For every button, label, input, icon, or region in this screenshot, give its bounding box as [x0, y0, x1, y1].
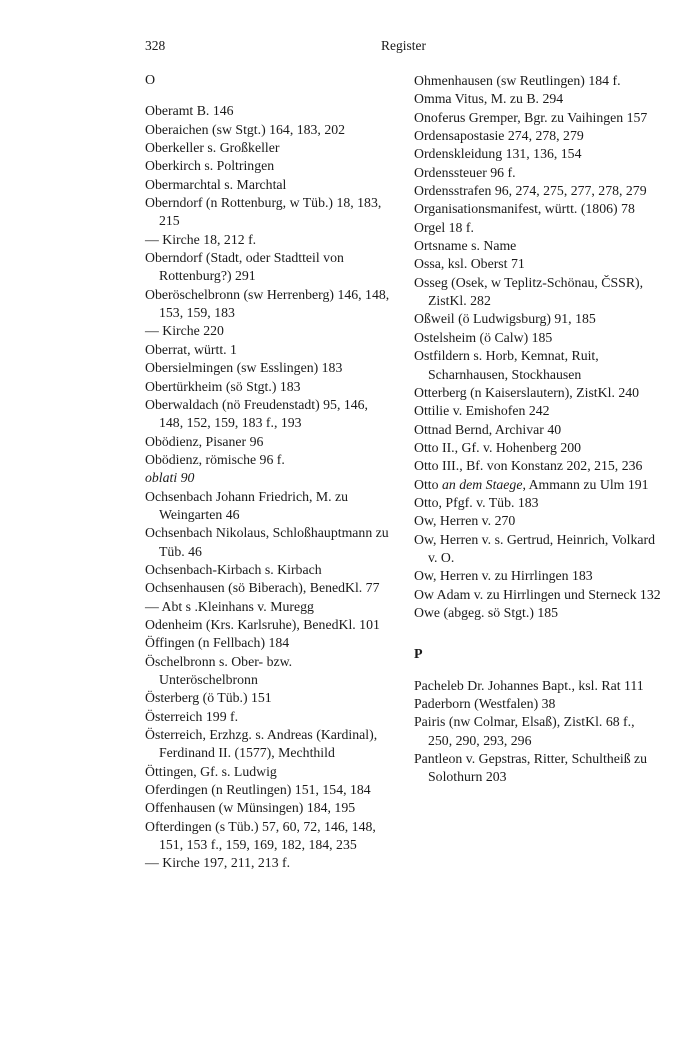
index-entry: Offenhausen (w Münsingen) 184, 195	[145, 800, 356, 816]
italic-term: an dem Staege	[441, 476, 523, 492]
italic-term: oblati 90	[145, 470, 195, 486]
index-entry: Obödienz, Pisaner 96	[145, 433, 264, 449]
index-entry: Öttingen, Gf. s. Ludwig	[145, 763, 277, 779]
left-column	[145, 72, 393, 873]
index-entry: Oberkirch s. Poltringen	[145, 158, 275, 174]
index-entry: Obertürkheim (sö Stgt.) 183	[145, 378, 301, 394]
index-entry: Oferdingen (n Reutlingen) 151, 154, 184	[145, 782, 371, 798]
index-entry: Ordenssteuer 96 f.	[414, 164, 516, 180]
section-letter-o: O	[145, 73, 156, 88]
index-entry: Ochsenbach-Kirbach s. Kirbach	[145, 561, 322, 577]
index-entry: Omma Vitus, M. zu B. 294	[414, 91, 564, 107]
index-entry: Ortsname s. Name	[414, 238, 517, 254]
index-entry: Ow, Herren v. zu Hirrlingen 183	[414, 568, 593, 584]
index-entry: Odenheim (Krs. Karlsruhe), BenedKl. 101	[145, 616, 380, 632]
index-entry: — Kirche 18, 212 f.	[145, 231, 257, 247]
index-entry: Österberg (ö Tüb.) 151	[145, 690, 272, 706]
index-entry: Ordenskleidung 131, 136, 154	[414, 146, 582, 162]
index-entry: Oberamt B. 146	[145, 103, 234, 119]
index-entry: Oberwaldach (nö Freudenstadt) 95, 146, 148, 152, 159, 183 f., 193	[145, 396, 368, 431]
index-entry: Oberöschelbronn (sw Herrenberg) 146, 148, 153, 159, 183	[145, 286, 390, 321]
index-entry: Orgel 18 f.	[414, 219, 474, 235]
index-entry: Obödienz, römische 96 f.	[145, 451, 285, 467]
page-number: 328	[145, 38, 166, 53]
right-column	[414, 72, 662, 787]
index-entry: Öschelbronn s. Ober- bzw. Unteröschelbronn	[145, 653, 293, 687]
index-entry: Pacheleb Dr. Johannes Bapt., ksl. Rat 111	[414, 677, 644, 693]
index-entry: Oberrat, württ. 1	[145, 341, 237, 357]
index-entry: Oberkeller s. Großkeller	[145, 140, 280, 156]
index-entry: Ochsenbach Johann Friedrich, M. zu Weingarten 46	[145, 488, 349, 522]
index-entry: Ochsenbach Nikolaus, Schloßhauptmann zu Tüb. 46	[145, 525, 389, 559]
index-entry: Otto, Pfgf. v. Tüb. 183	[414, 494, 539, 510]
index-entry: Ostfildern s. Horb, Kemnat, Ruit, Scharnhausen, Stockhausen	[414, 348, 599, 382]
index-entry: Owe (abgeg. sö Stgt.) 185	[414, 604, 559, 620]
index-entry: Paderborn (Westfalen) 38	[414, 696, 556, 711]
index-entry: Otto II., Gf. v. Hohenberg 200	[414, 439, 582, 455]
index-entry: Ow, Herren v. 270	[414, 513, 516, 529]
index-entry: Pantleon v. Gepstras, Ritter, Schultheiß zu Solothurn 203	[414, 751, 648, 785]
index-entry: Ottilie v. Emishofen 242	[414, 403, 550, 419]
index-entry: — Kirche 220	[145, 323, 224, 339]
index-entry: Oberaichen (sw Stgt.) 164, 183, 202	[145, 121, 346, 137]
index-entry: Ofterdingen (s Tüb.) 57, 60, 72, 146, 148, 151, 153 f., 159, 169, 182, 184, 235	[145, 818, 376, 853]
section-letter-p: P	[414, 647, 423, 663]
index-entry: Oßweil (ö Ludwigsburg) 91, 185	[414, 311, 596, 327]
index-entry: Ordensstrafen 96, 274, 275, 277, 278, 279	[414, 183, 647, 199]
index-entry: Oberndorf (Stadt, oder Stadtteil von Rottenburg?) 291	[145, 250, 344, 284]
index-entry: Österreich, Erzhzg. s. Andreas (Kardinal), Ferdinand II. (1577), Mechthild	[145, 727, 378, 761]
index-entry: Ottnad Bernd, Archivar 40	[414, 421, 562, 437]
index-entry: Pairis (nw Colmar, Elsaß), ZistKl. 68 f., 250, 290, 293, 296	[414, 714, 635, 748]
index-entry: Oberndorf (n Rottenburg, w Tüb.) 18, 183, 215	[145, 195, 382, 229]
index-entry: Ochsenhausen (sö Biberach), BenedKl. 77	[145, 580, 380, 596]
index-entry: Öffingen (n Fellbach) 184	[145, 635, 290, 651]
index-entry: Ohmenhausen (sw Reutlingen) 184 f.	[414, 73, 621, 88]
left-entries	[145, 102, 393, 872]
index-entry: Österreich 199 f.	[145, 708, 239, 724]
index-entry: Ostelsheim (ö Calw) 185	[414, 329, 553, 345]
index-entry: Ow Adam v. zu Hirrlingen und Sterneck 132	[414, 586, 661, 602]
index-entry: — Kirche 197, 211, 213 f.	[145, 855, 291, 871]
entry-text-pre: Otto	[414, 476, 442, 492]
entry-text-post: , Ammann zu Ulm 191	[522, 476, 649, 492]
index-entry: — Abt s .Kleinhans v. Muregg	[145, 598, 314, 614]
index-entry-italic	[145, 469, 393, 487]
index-entry: Obermarchtal s. Marchtal	[145, 176, 287, 192]
index-entry: Otto III., Bf. von Konstanz 202, 215, 236	[414, 458, 643, 474]
index-entry: Obersielmingen (sw Esslingen) 183	[145, 360, 343, 376]
index-entry: Ordensapostasie 274, 278, 279	[414, 128, 584, 144]
index-entry: Organisationsmanifest, württ. (1806) 78	[414, 201, 635, 217]
index-entry: Otterberg (n Kaiserslautern), ZistKl. 240	[414, 384, 640, 400]
running-head: Register	[381, 38, 426, 53]
index-entry: Ossa, ksl. Oberst 71	[414, 256, 525, 272]
index-entry: Ow, Herren v. s. Gertrud, Heinrich, Volkard v. O.	[414, 531, 655, 565]
page-header	[145, 38, 665, 58]
index-entry-otto-staege	[414, 476, 662, 494]
index-entry: Onoferus Gremper, Bgr. zu Vaihingen 157	[414, 109, 648, 125]
index-entry: Osseg (Osek, w Teplitz-Schönau, ČSSR), ZistKl. 282	[414, 274, 644, 309]
